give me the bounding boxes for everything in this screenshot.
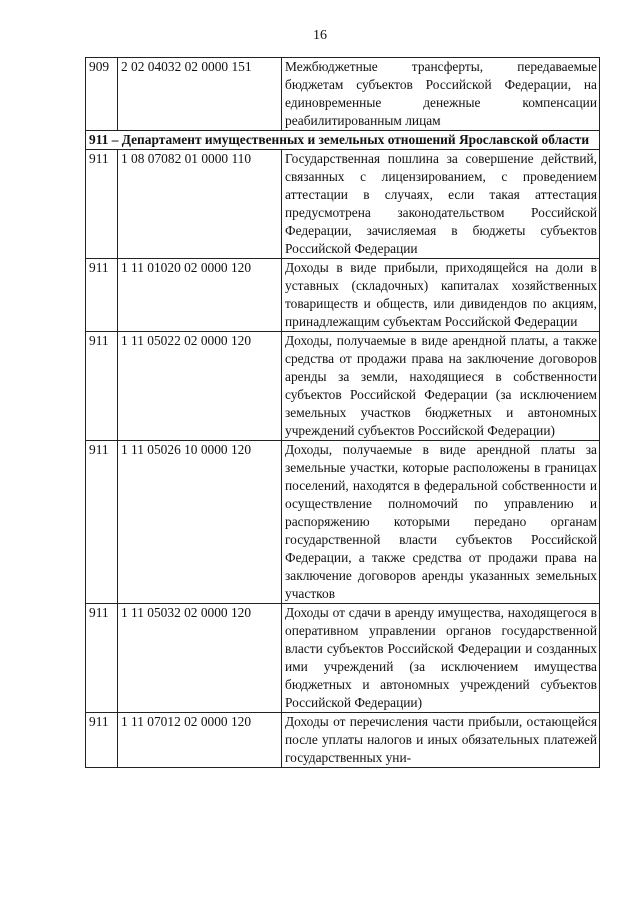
admin-code-cell: 911 [86,332,118,441]
budget-code-cell: 1 11 05026 10 0000 120 [118,441,282,604]
section-title-text: 911 – Департамент имущественных и земельных отношений Ярославской области [89,132,590,147]
table-row [86,332,600,441]
description-cell: Доходы в виде прибыли, приходящейся на доли в уставных (складочных) капиталах хозяйственных товариществ и обществ, или дивидендов по акциям, принадлежащим субъектам Российской Федерации [282,259,600,332]
description-cell: Межбюджетные трансферты, передаваемые бюджетам субъектов Российской Федерации, на единовременные денежные компенсации реабилитированным лицам [282,58,600,131]
admin-code-cell: 911 [86,259,118,332]
budget-code-cell: 1 11 01020 02 0000 120 [118,259,282,332]
section-header-row [86,131,600,150]
page-number: 16 [313,28,327,43]
admin-code-cell: 911 [86,150,118,259]
table-row [86,58,600,131]
description-cell: Государственная пошлина за совершение действий, связанных с лицензированием, с проведением аттестации в случаях, если такая аттестация предусмотрена законодательством Российской Федерации, зачисляемая в бюджеты субъектов Российской Федерации [282,150,600,259]
description-cell: Доходы от сдачи в аренду имущества, находящегося в оперативном управлении органов государственной власти субъектов Российской Федерации и созданных ими учреждений (за исключением имущества бюджетных и автономных учреждений субъектов Российской Федерации) [282,604,600,713]
budget-code-cell: 1 11 05032 02 0000 120 [118,604,282,713]
budget-code-cell: 1 11 05022 02 0000 120 [118,332,282,441]
admin-code-cell: 911 [86,441,118,604]
description-cell: Доходы, получаемые в виде арендной платы за земельные участки, которые расположены в границах поселений, находятся в федеральной собственности и осуществление полномочий по управлению и распоряжению которыми передано органам государственной власти субъектов Российской Федерации, а также средства от продажи права на заключение договоров аренды указанных земельных участков [282,441,600,604]
admin-code-cell: 911 [86,713,118,768]
table-row [86,150,600,259]
budget-classification-table [85,57,600,768]
section-title [86,131,600,150]
budget-code-cell: 2 02 04032 02 0000 151 [118,58,282,131]
table-row [86,713,600,768]
table-row [86,604,600,713]
description-cell: Доходы, получаемые в виде арендной платы, а также средства от продажи права на заключение договоров аренды за земли, находящиеся в собственности субъектов Российской Федерации (за исключением земельных участков бюджетных и автономных учреждений субъектов Российской Федерации) [282,332,600,441]
table-row [86,441,600,604]
description-cell: Доходы от перечисления части прибыли, остающейся после уплаты налогов и иных обязательных платежей государственных уни- [282,713,600,768]
budget-code-cell: 1 08 07082 01 0000 110 [118,150,282,259]
table-row [86,259,600,332]
budget-code-cell: 1 11 07012 02 0000 120 [118,713,282,768]
admin-code-cell: 911 [86,604,118,713]
admin-code-cell: 909 [86,58,118,131]
